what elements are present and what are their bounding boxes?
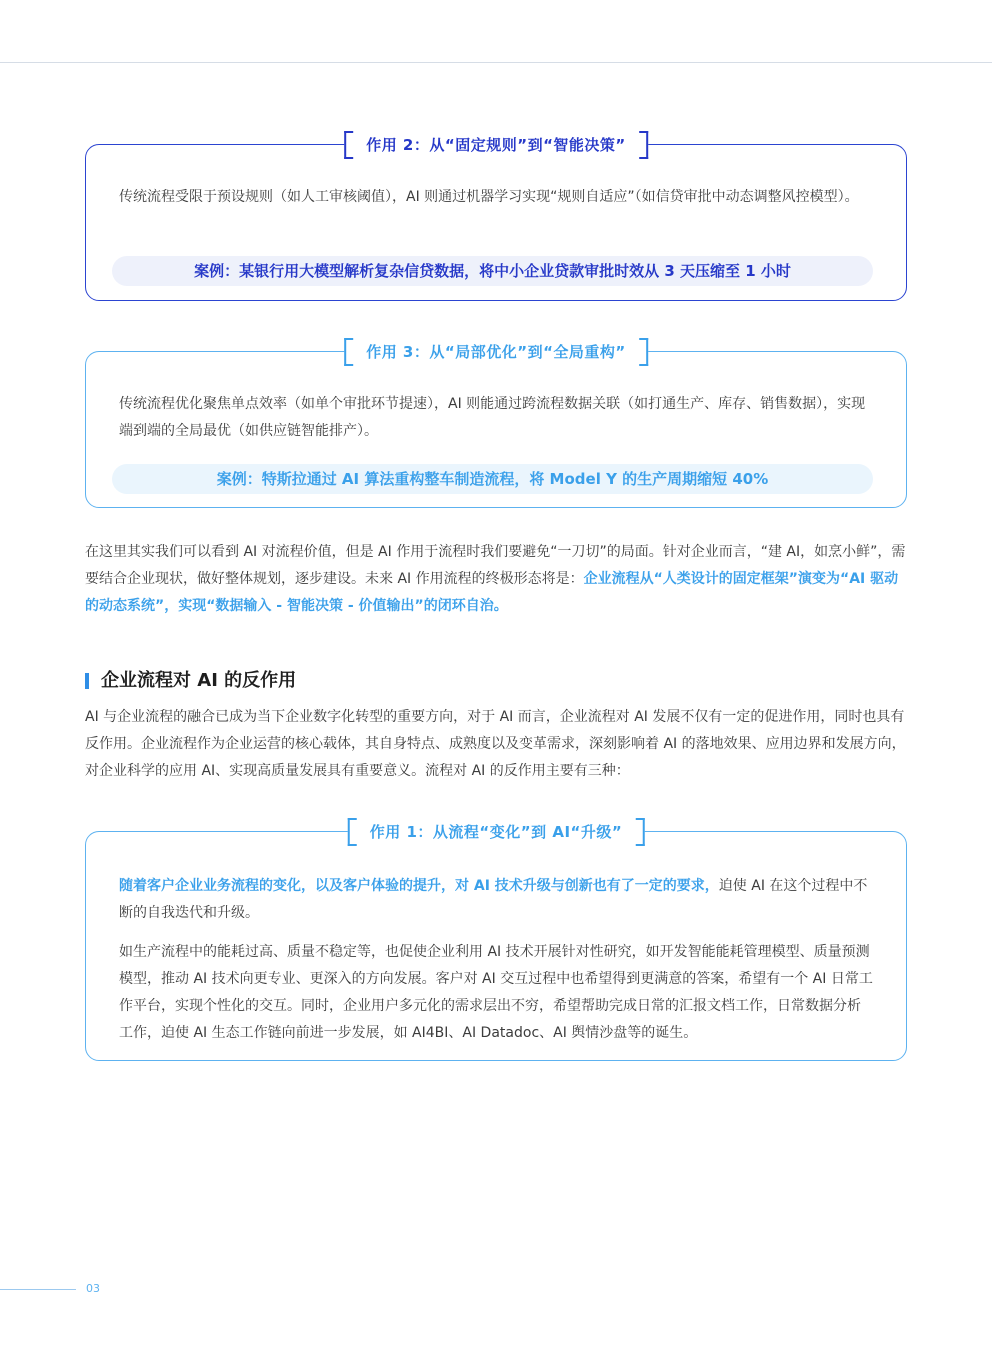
role3-card — [85, 343, 907, 508]
left-bracket-icon — [344, 338, 353, 366]
page-number: 03 — [86, 1282, 100, 1295]
role1-title-tag — [348, 818, 645, 846]
section-intro: AI 与企业流程的融合已成为当下企业数字化转型的重要方向，对于 AI 而言，企业流程对 AI 发展不仅有一定的促进作用，同时也具有反作用。企业流程作为企业运营的核心载体，其自身特点、成熟度以及变革需求，深刻影响着 AI 的落地效果、应用边界和发展方向，对企业科学的应用 AI、实现高质量发展具有重要意义。流程对 AI 的反作用主要有三种： — [85, 709, 906, 779]
role1-body-second: 如生产流程中的能耗过高、质量不稳定等，也促使企业利用 AI 技术开展针对性研究，如开发智能能耗管理模型、质量预测模型，推动 AI 技术向更专业、更深入的方向发展。客户对 AI 交互过程中也希望得到更满意的答案，希望有一个 AI 日常工作平台，实现个性化的交互。同时，企业用户多元化的需求层出不穷，希望帮助完成日常的汇报文档工作，日常数据分析工作，迫使 AI 生态工作链向前进一步发展，如 AI4BI、AI Datadoc、AI 舆情沙盘等的诞生。 — [119, 944, 873, 1041]
footer-rule — [0, 1289, 76, 1290]
role1-card — [85, 823, 907, 1061]
right-bracket-icon — [639, 338, 648, 366]
role2-title: 作用 2：从“固定规则”到“智能决策” — [366, 136, 626, 154]
role1-highlight: 随着客户企业业务流程的变化，以及客户体验的提升，对 AI 技术升级与创新也有了一定的要求， — [119, 878, 719, 894]
section-marker — [85, 673, 89, 689]
role2-case: 案例：某银行用大模型解析复杂信贷数据，将中小企业贷款审批时效从 3 天压缩至 1 小时 — [112, 256, 873, 286]
role3-case: 案例：特斯拉通过 AI 算法重构整车制造流程，将 Model Y 的生产周期缩短 40% — [112, 464, 873, 494]
role3-title: 作用 3：从“局部优化”到“全局重构” — [366, 343, 626, 361]
role3-title-tag — [344, 338, 648, 366]
role2-title-tag — [344, 131, 648, 159]
left-bracket-icon — [348, 818, 357, 846]
role1-body-first — [119, 873, 873, 927]
right-bracket-icon — [635, 818, 644, 846]
right-bracket-icon — [639, 131, 648, 159]
top-rule — [0, 62, 992, 63]
role1-body1: 迫使 AI 在这个过程中不断的自我迭代和升级。 — [119, 878, 868, 921]
summary-text: 在这里其实我们可以看到 AI 对流程价值，但是 AI 作用于流程时我们要避免“一刀切”的局面。针对企业而言，“建 AI，如烹小鲜”，需要结合企业现状，做好整体规划，逐步建设。未来 AI 作用流程的终极形态将是： — [85, 544, 906, 587]
role3-body: 传统流程优化聚焦单点效率（如单个审批环节提速），AI 则能通过跨流程数据关联（如打通生产、库存、销售数据），实现端到端的全局最优（如供应链智能排产）。 — [119, 396, 866, 439]
role2-body: 传统流程受限于预设规则（如人工审核阈值），AI 则通过机器学习实现“规则自适应”（如信贷审批中动态调整风控模型）。 — [119, 189, 859, 205]
left-bracket-icon — [344, 131, 353, 159]
summary-paragraph — [85, 539, 907, 620]
role2-card — [85, 136, 907, 301]
role1-title: 作用 1：从流程“变化”到 AI“升级” — [369, 823, 623, 841]
section-title: 企业流程对 AI 的反作用 — [101, 670, 297, 691]
summary-highlight: 企业流程从“人类设计的固定框架”演变为“AI 驱动的动态系统”，实现“数据输入 - 智能决策 - 价值输出”的闭环自治。 — [85, 571, 899, 614]
